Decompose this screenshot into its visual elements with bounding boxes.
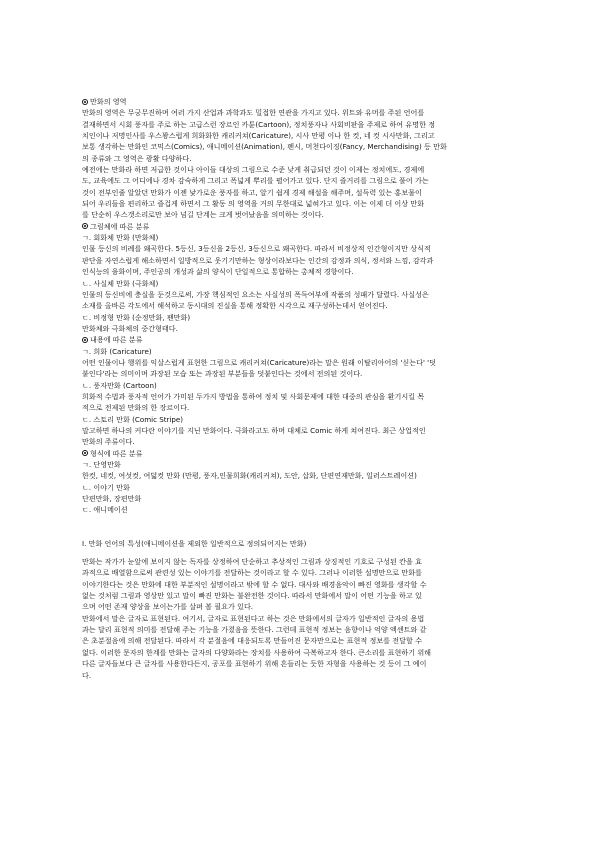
text-line: 만화의 영역은 무궁무진하며 여러 가지 산업과 과학과도 밀접한 연관을 가지고 있다. 위트와 유머를 주된 언어를 (82, 108, 425, 118)
text-line: 되어 우리들을 편리하고 즐겁게 하면서 그 활동 의 영역을 거의 무한대로 넓혀가고 있다. 이는 이제 더 이상 만화 (82, 199, 425, 209)
section-body-format (82, 459, 514, 516)
text-line: ㄷ. 스토리 만화 (Comic Stripe) (82, 414, 184, 424)
section-body-language (82, 556, 514, 681)
text-line: 어떤 인물이나 행위를 익살스럽게 표현한 그림으로 캐리커쳐(Caricature)라는 말은 원래 이탈리아어의 '싣는다' '덧 (82, 357, 436, 367)
text-line: ㄷ. 애니메이션 (82, 505, 128, 515)
text-line: 없는 것처럼 그림과 영상만 있고 말이 빠진 만화는 불완전한 것이다. 따라서 만화에서 말이 어떤 기능을 하고 있 (82, 591, 422, 601)
text-line: 희화적 수법과 풍자적 언어가 가미된 두가지 방법을 통하여 정치 및 사회문제에 대한 대중의 관심을 환기시킬 목 (82, 391, 425, 401)
text-line: 의 종류와 그 영역은 광활 다양하다. (82, 153, 192, 163)
text-line: 소재를 올바른 각도에서 해석하고 동시대의 진실을 통해 정확한 시각으로 재구성하는데서 얻어진다. (82, 301, 388, 311)
spacer (82, 549, 514, 556)
circle-bullet-icon (82, 99, 88, 105)
text-line: ㄱ. 단영만화 (82, 460, 121, 469)
text-line: 만화체와 극화체의 중간형태다. (82, 323, 178, 333)
circle-bullet-icon (82, 337, 88, 343)
text-line: 한컷, 네컷, 여섯컷, 여덟컷 만화 (만평, 풍자,인물희화(캐리커쳐), 도안, 삽화, 단편연재만화, 일러스트레이션) (82, 471, 417, 481)
section-heading-format (82, 448, 514, 459)
text-line: 말고하면 하나의 커다란 이야기를 지닌 만화이다. 극화라고도 하며 대체로 Comic 하게 쳐여진다. 최근 상업적인 (82, 425, 426, 435)
text-line: 인식능의 융화이며, 주인공의 개성과 삶의 양식이 단일적으로 통합하는 총체적 경향이다. (82, 267, 354, 277)
heading-text: 형식에 따른 분류 (90, 448, 143, 458)
document-page (82, 96, 514, 681)
text-line: 만화는 작가가 눈앞에 보이지 않는 독자를 상정하여 단순하고 추상적인 그림과 상징적인 기호로 구성된 칸을 효 (82, 557, 422, 567)
heading-text: 만화의 영역 (90, 97, 127, 106)
section-heading-content (82, 334, 514, 345)
text-line: 은 초분절음에 의해 전달된다. 따라서 각 분절음에 대응되도록 만들어진 문자만으로는 표현적 정보를 전달할 수 (82, 636, 422, 646)
text-line: 치인이나 저명인사를 우스꽝스럽게 희화화한 캐리커쳐(Caricature), 시사 만평 이나 한 컷, 네 컷 시사만화, 그리고 (82, 131, 435, 141)
text-line: 를 단순히 우스갯소리로만 보아 넘길 단계는 크게 벗어났음을 의미하는 것이다. (82, 210, 324, 220)
section-body-content (82, 346, 514, 448)
text-line: ㄴ. 풍자만화 (Cartoon) (82, 380, 157, 390)
text-line: 만화에서 말은 글자로 표현된다. 여기서, 글자로 표현된다고 하는 것은 만화에서의 글자가 일반적인 글자의 용법 (82, 613, 425, 623)
section-heading-domain (82, 96, 514, 107)
text-line: 으며 어떤 존재 양상을 보이는가를 살펴 볼 필요가 있다. (82, 602, 254, 612)
section-body-drawing-style (82, 232, 514, 334)
text-line: 결재하면서 시회 풍자를 주로 하는 고급스런 장르인 카툰(Cartoon), 정치풍자나 사회비판을 주제로 하여 유명한 정 (82, 119, 436, 129)
text-line: 보통 생각하는 만화인 코믹스(Comics), 애니메이션(Animation), 펜시, 머천다이징(Fancy, Merchandising) 등 만화 (82, 142, 447, 152)
text-line: 다. (82, 670, 92, 680)
text-line: ㄴ. 이야기 만화 (82, 482, 130, 492)
spacer (82, 516, 514, 538)
text-line: 도, 교육에도 그 어디에나 경차 감숙하게 그리고 폭넓게 뿌리를 펼어가고 있다. 단지 즐거리를 그림으로 풀어 가는 (82, 176, 429, 186)
text-line: 만화의 주류이다. (82, 437, 135, 447)
text-line: 과는 달리 표현적 의미를 전달해 주는 기능을 가졌음을 뜻한다. 그런데 표현적 정보는 음향이나 억양 액센트와 같 (82, 625, 427, 635)
section-heading-drawing-style (82, 221, 514, 232)
text-line: 단편만화, 장편만화 (82, 494, 142, 504)
text-line: 인물 등신의 비례를 왜곡한다. 5등신, 3등신을 2등신, 3등신으로 왜곡한다. 따라서 비정상적 인간형이지만 상식적 (82, 244, 431, 254)
text-line: ㄱ. 희화 (Caricature) (82, 346, 152, 356)
text-line: ㄷ. 비정형 만화 (순정만화, 팬만화) (82, 312, 191, 322)
text-line: 과적으로 배열함으로써 관련성 있는 이야기를 전달하는 것이라고 할 수 있다. 그러나 이러한 설명만으로 만화를 (82, 568, 422, 578)
heading-text: 그림체에 따른 분류 (90, 221, 150, 231)
text-line: 것이 전부인줄 알았던 만화가 이젠 낯가로운 풍자를 하고, 알기 쉽게 경제 해설을 해주며, 설득력 있는 홍보물이 (82, 187, 422, 197)
chapter-heading: I. 만화 언어의 특성(애니메이션을 제외한 일반적으로 정의되어지는 만화) (82, 538, 307, 548)
text-line: 예전에는 만화라 하면 저급한 것이나 아이들 대상의 그림으로 수준 낮게 취급되던 것이 이제는 정치에도, 경제에 (82, 165, 425, 175)
text-line: 다른 글자들보다 큰 글자를 사용한다든지, 공포를 표현하기 위해 흔들리는 듯한 자형을 사용하는 것 등이 그 예이 (82, 659, 427, 669)
text-line: ㄴ. 사실체 만화 (극화체) (82, 278, 159, 288)
section-body-domain (82, 107, 514, 220)
heading-text: 내용에 따른 분류 (90, 335, 143, 345)
circle-bullet-icon (82, 450, 88, 456)
text-line: 없다. 이러한 문자의 한계를 만화는 글자의 다양화라는 장치를 사용하여 극복하고자 한다. 큰소리를 표현하기 위해 (82, 647, 432, 657)
text-line: ㄱ. 회화체 만화 (만화체) (82, 233, 159, 243)
circle-bullet-icon (82, 223, 88, 229)
text-line: 판단을 자연스럽게 해소하면서 일방적으로 웃기기만하는 형상이라보다는 인간의 감정과 의식, 정서와 느낌, 감각과 (82, 255, 434, 265)
text-line: 붙인다'라는 의미이며 과장된 모습 또는 과장된 부분들을 덧붙인다는 것에서 전의된 것이다. (82, 369, 363, 379)
text-line: 인물의 등신비에 충실을 둔것으로써, 가장 핵심적인 요소는 사실성의 폭득여부에 작품의 성패가 달렸다. 사실성은 (82, 289, 429, 299)
text-line: 적으로 전제된 만화의 한 장르이다. (82, 403, 190, 413)
text-line: 이야기한다는 것은 만화에 대한 부분적인 설명이라고 밖에 할 수 없다. 대사와 배경음악이 빠진 영화를 생각할 수 (82, 579, 427, 589)
